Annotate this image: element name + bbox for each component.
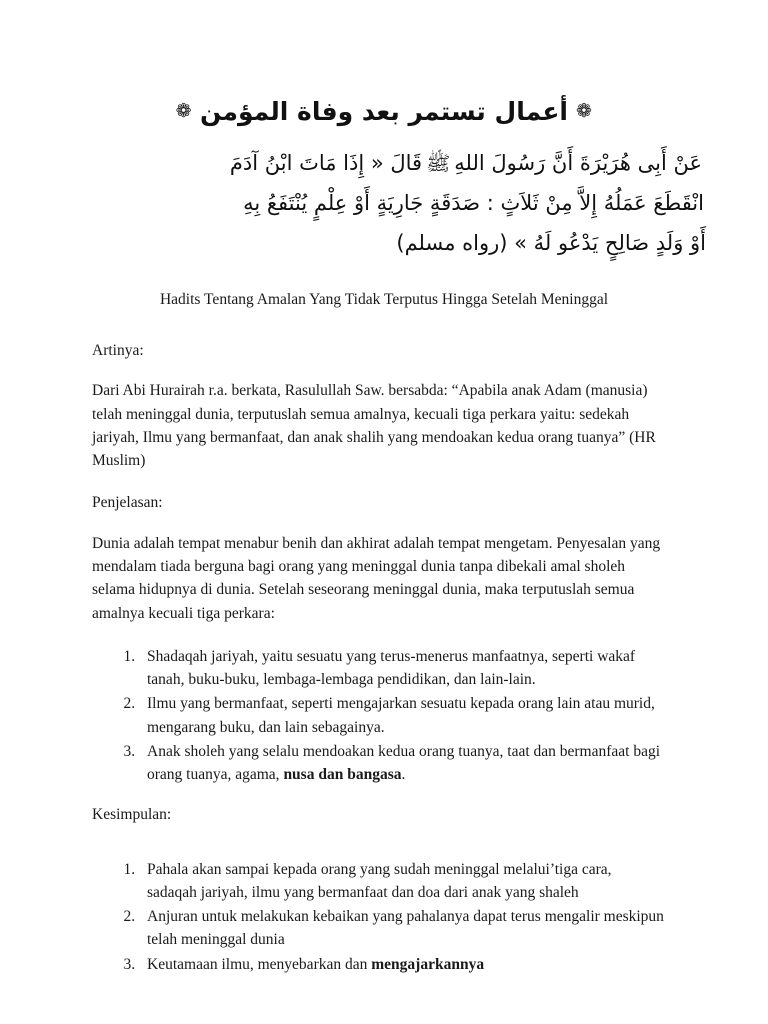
list-item-text: Ilmu yang bermanfaat, seperti mengajarkan sesuatu kepada orang lain atau murid, mengarang buku, dan lain sebagainya. [147, 695, 655, 736]
list-item [139, 645, 664, 692]
list-item-emphasis: nusa dan bangasa [283, 766, 402, 784]
arabic-line-1-part-b: قَالَ « إِذَا مَاتَ ابْنُ آدَمَ [229, 150, 423, 175]
list-item-text-after: . [401, 766, 406, 784]
kesimpulan-list [92, 858, 664, 976]
penjelasan-text: Dunia adalah tempat menabur benih dan akhirat adalah tempat mengetam. Penyesalan yang mendalam tiada berguna bagi orang yang meninggal dunia tanpa dibekali amal sholeh selama hidupnya di dunia. Setelah seseorang meninggal dunia, maka terputuslah semua amalnya kecuali tiga perkara: [92, 534, 661, 622]
artinya-label: Artinya: [92, 341, 144, 359]
list-item [139, 905, 664, 952]
arabic-header-block [0, 0, 768, 264]
document-caption: Hadits Tentang Amalan Yang Tidak Terputus Hingga Setelah Meninggal [159, 290, 609, 308]
list-item-text: Anjuran untuk melakukan kebaikan yang pahalanya dapat terus mengalir meskipun telah meninggal dunia [147, 908, 664, 949]
penjelasan-list [92, 645, 664, 787]
list-item [139, 953, 664, 976]
artinya-text: Dari Abi Hurairah r.a. berkata, Rasulullah Saw. bersabda: “Apabila anak Adam (manusia) telah meninggal dunia, terputuslah semua amalnya, kecuali tiga perkara yaitu: sedekah jariyah, Ilmu yang bermanfaat, dan anak shalih yang mendoakan kedua orang tuanya” (HR Muslim) [92, 382, 656, 470]
arabic-title [62, 95, 706, 129]
penjelasan-label: Penjelasan: [92, 494, 163, 512]
document-body [0, 340, 768, 976]
ornament-right-icon: ❁ [576, 100, 593, 122]
arabic-hadith-line-1 [62, 143, 706, 183]
list-item-emphasis: mengajarkannya [371, 955, 485, 973]
list-item [139, 692, 664, 739]
arabic-line-1-part-a: عَنْ أَبِى هُرَيْرَةَ أَنَّ رَسُولَ اللهِ [454, 150, 702, 175]
list-item-text: Pahala akan sampai kepada orang yang sudah meninggal melalui’tiga cara, sadaqah jariyah, ilmu yang bermanfaat dan doa dari anak yang shaleh [147, 860, 612, 901]
list-item [139, 740, 664, 787]
spacer [92, 844, 664, 858]
arabic-hadith-line-2: انْقَطَعَ عَمَلُهُ إِلاَّ مِنْ ثَلاَثٍ : صَدَقَةٍ جَارِيَةٍ أَوْ عِلْمٍ يُنْتَفَعُ بِهِ [243, 191, 704, 216]
arabic-title-text: أعمال تستمر بعد وفاة المؤمن [199, 97, 568, 126]
sallallahu-alayhi-wasallam-icon: ﷺ [426, 150, 451, 175]
list-item-text: Keutamaan ilmu, menyebarkan dan [147, 955, 372, 973]
list-item-text: Shadaqah jariyah, yaitu sesuatu yang terus-menerus manfaatnya, seperti wakaf tanah, buku-buku, lembaga-lembaga pendidikan, dan lain-lain. [147, 647, 636, 689]
list-item [139, 858, 664, 905]
kesimpulan-label: Kesimpulan: [92, 806, 172, 824]
arabic-hadith-line-3: أَوْ وَلَدٍ صَالِحٍ يَدْعُو لَهُ » (رواه مسلم) [396, 231, 706, 256]
list-item-text: Anak sholeh yang selalu mendoakan kedua orang tuanya, taat dan bermanfaat bagi orang tuanya, agama, [147, 742, 661, 784]
ornament-left-icon: ❁ [175, 100, 192, 122]
